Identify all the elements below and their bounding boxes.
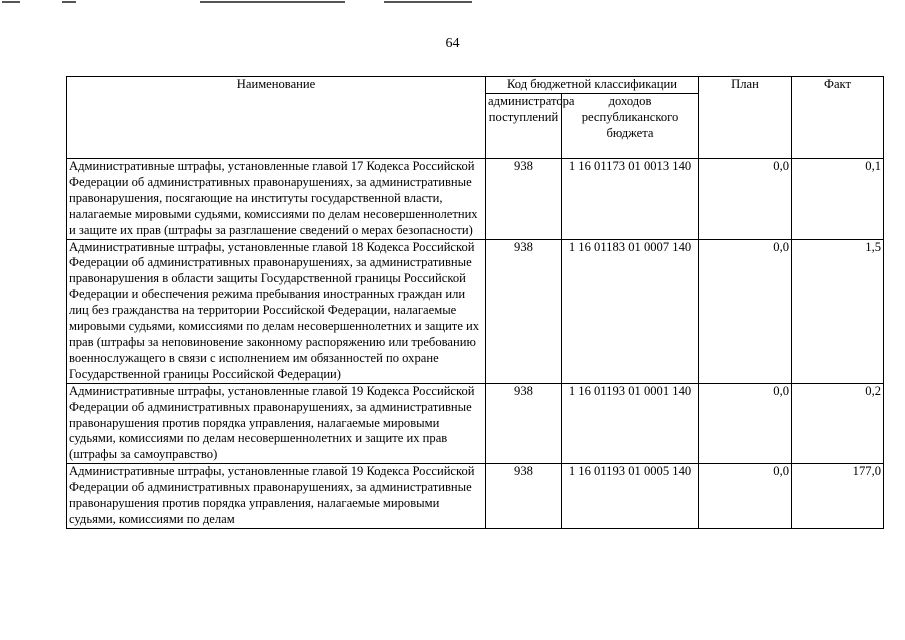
table-row	[67, 464, 884, 529]
row-income-code: 1 16 01193 01 0001 140	[562, 383, 699, 464]
row-income-code: 1 16 01183 01 0007 140	[562, 239, 699, 383]
header-plan: План	[699, 77, 792, 159]
row-name: Административные штрафы, установленные главой 18 Кодекса Российской Федерации об административных правонарушениях, за административные правонарушения в области защиты Государственной границы Российской Федерации и обеспечения режима пребывания иностранных граждан или лиц без гражданства на территории Российской Федерации, налагаемые мировыми судьями, комиссиями по делам несовершеннолетних и защите их прав (штрафы за неповиновение законному распоряжению или требованию военнослужащего в связи с исполнением им обязанностей по охране Государственной границы Российской Федерации)	[67, 239, 486, 383]
table-row	[67, 383, 884, 464]
row-name: Административные штрафы, установленные главой 19 Кодекса Российской Федерации об административных правонарушениях, за административные правонарушения против порядка управления, налагаемые мировыми судьями, комиссиями по делам	[67, 464, 486, 529]
row-fact: 0,2	[792, 383, 884, 464]
header-fact: Факт	[792, 77, 884, 159]
row-plan: 0,0	[699, 159, 792, 240]
header-admin: администратора поступлений	[486, 94, 562, 159]
header-income: доходов республиканского бюджета	[562, 94, 699, 159]
table-row	[67, 159, 884, 240]
header-code-group: Код бюджетной классификации	[486, 77, 699, 94]
row-admin-code: 938	[486, 239, 562, 383]
table-row	[67, 239, 884, 383]
page-number: 64	[445, 36, 460, 51]
row-admin-code: 938	[486, 383, 562, 464]
row-fact: 177,0	[792, 464, 884, 529]
row-plan: 0,0	[699, 239, 792, 383]
row-name: Административные штрафы, установленные главой 19 Кодекса Российской Федерации об административных правонарушениях, за административные правонарушения против порядка управления, налагаемые мировыми судьями, комиссиями по делам несовершеннолетних и защите их прав (штрафы за самоуправство)	[67, 383, 486, 464]
header-name: Наименование	[67, 77, 486, 159]
budget-income-table	[66, 76, 884, 529]
row-admin-code: 938	[486, 159, 562, 240]
top-scan-marks	[0, 0, 905, 6]
row-fact: 0,1	[792, 159, 884, 240]
row-income-code: 1 16 01173 01 0013 140	[562, 159, 699, 240]
row-name: Административные штрафы, установленные главой 17 Кодекса Российской Федерации об административных правонарушениях, за административные правонарушения, посягающие на институты государственной власти, налагаемые мировыми судьями, комиссиями по делам несовершеннолетних и защите их прав (штрафы за разглашение сведений о мерах безопасности)	[67, 159, 486, 240]
row-admin-code: 938	[486, 464, 562, 529]
row-plan: 0,0	[699, 383, 792, 464]
row-fact: 1,5	[792, 239, 884, 383]
row-income-code: 1 16 01193 01 0005 140	[562, 464, 699, 529]
header-row-top	[67, 77, 884, 94]
row-plan: 0,0	[699, 464, 792, 529]
